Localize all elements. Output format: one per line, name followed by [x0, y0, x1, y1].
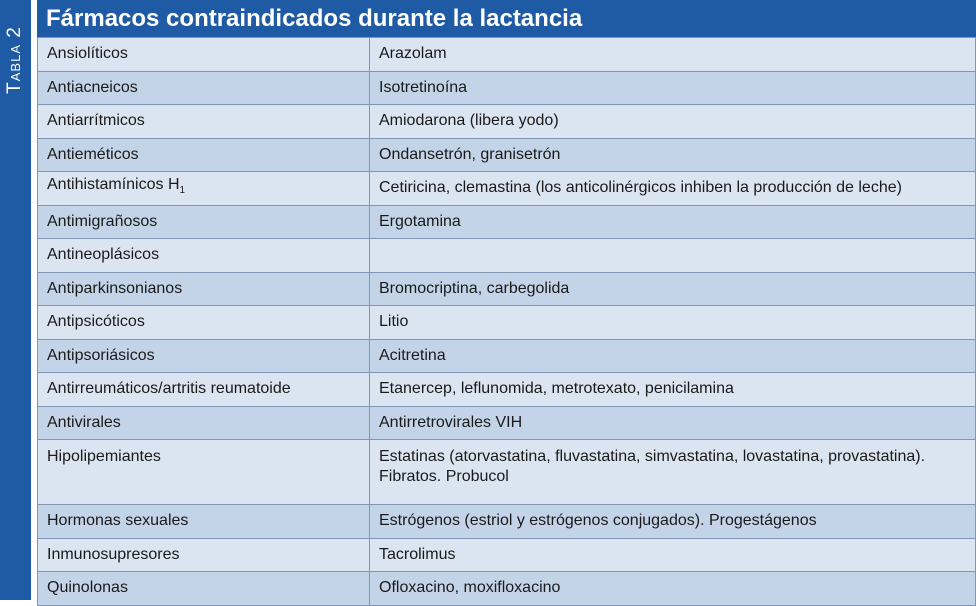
drug-group-cell [38, 38, 370, 72]
drug-group-cell [38, 105, 370, 139]
drug-group-label: Quinolonas [47, 579, 128, 597]
table-row [38, 205, 976, 239]
table-row [38, 339, 976, 373]
drug-group-label: Antivirales [47, 413, 121, 431]
drug-group-label: Antihistamínicos H [47, 176, 180, 194]
drug-group-cell [38, 538, 370, 572]
side-label: Tabla 2 [4, 26, 25, 94]
drug-group-label: Hormonas sexuales [47, 512, 189, 530]
drug-list-cell: Estrógenos (estriol y estrógenos conjugados). Progestágenos [370, 505, 976, 539]
drug-list-cell: Ergotamina [370, 205, 976, 239]
drug-list-cell: Amiodarona (libera yodo) [370, 105, 976, 139]
drug-table [37, 37, 976, 606]
drug-list-cell: Ondansetrón, granisetrón [370, 138, 976, 172]
drug-list-cell: Isotretinoína [370, 71, 976, 105]
table-row [38, 440, 976, 505]
table-row [38, 373, 976, 407]
drug-list-cell: Bromocriptina, carbegolida [370, 272, 976, 306]
drug-list-cell: Arazolam [370, 38, 976, 72]
table-row [38, 105, 976, 139]
drug-group-cell [38, 172, 370, 206]
table-title: Fármacos contraindicados durante la lactancia [37, 0, 976, 37]
table-row [38, 71, 976, 105]
drug-group-label: Antipsicóticos [47, 313, 145, 331]
drug-group-cell [38, 339, 370, 373]
drug-group-cell [38, 272, 370, 306]
drug-list-cell: Estatinas (atorvastatina, fluvastatina, simvastatina, lovastatina, provastatina). Fibratos. Probucol [370, 440, 976, 505]
drug-list-cell [370, 239, 976, 273]
drug-group-label: Ansiolíticos [47, 45, 128, 63]
drug-group-cell [38, 373, 370, 407]
drug-group-cell [38, 505, 370, 539]
table-row [38, 38, 976, 72]
drug-group-cell [38, 71, 370, 105]
drug-group-label: Antieméticos [47, 145, 139, 163]
side-tab [0, 0, 31, 600]
drug-group-cell [38, 406, 370, 440]
drug-group-label: Antiarrítmicos [47, 112, 145, 130]
drug-group-label: Antineoplásicos [47, 246, 160, 264]
drug-group-label: Antiparkinsonianos [47, 279, 183, 297]
drug-group-label: Inmunosupresores [47, 545, 180, 563]
table-row [38, 172, 976, 206]
table-row [38, 239, 976, 273]
drug-group-label: Hipolipemiantes [47, 448, 161, 465]
table-row [38, 406, 976, 440]
drug-list-cell: Antirretrovirales VIH [370, 406, 976, 440]
drug-list-cell: Cetiricina, clemastina (los anticolinérgicos inhiben la producción de leche) [370, 172, 976, 206]
drug-group-label: Antiacneicos [47, 78, 138, 96]
table-row [38, 306, 976, 340]
drug-group-cell [38, 205, 370, 239]
table-row [38, 138, 976, 172]
drug-group-label: Antipsoriásicos [47, 346, 155, 364]
drug-group-subscript: 1 [179, 185, 186, 197]
drug-group-cell [38, 239, 370, 273]
drug-list-cell: Ofloxacino, moxifloxacino [370, 572, 976, 606]
table-row [38, 272, 976, 306]
drug-group-label: Antimigrañosos [47, 212, 158, 230]
table-row [38, 538, 976, 572]
drug-group-cell [38, 138, 370, 172]
drug-list-cell: Etanercep, leflunomida, metrotexato, penicilamina [370, 373, 976, 407]
drug-group-cell [38, 306, 370, 340]
drug-list-cell: Acitretina [370, 339, 976, 373]
table-row [38, 505, 976, 539]
drug-group-label: Antirreumáticos/artritis reumatoide [47, 380, 291, 398]
drug-group-cell [38, 440, 370, 505]
drug-list-cell: Litio [370, 306, 976, 340]
drug-list-cell: Tacrolimus [370, 538, 976, 572]
